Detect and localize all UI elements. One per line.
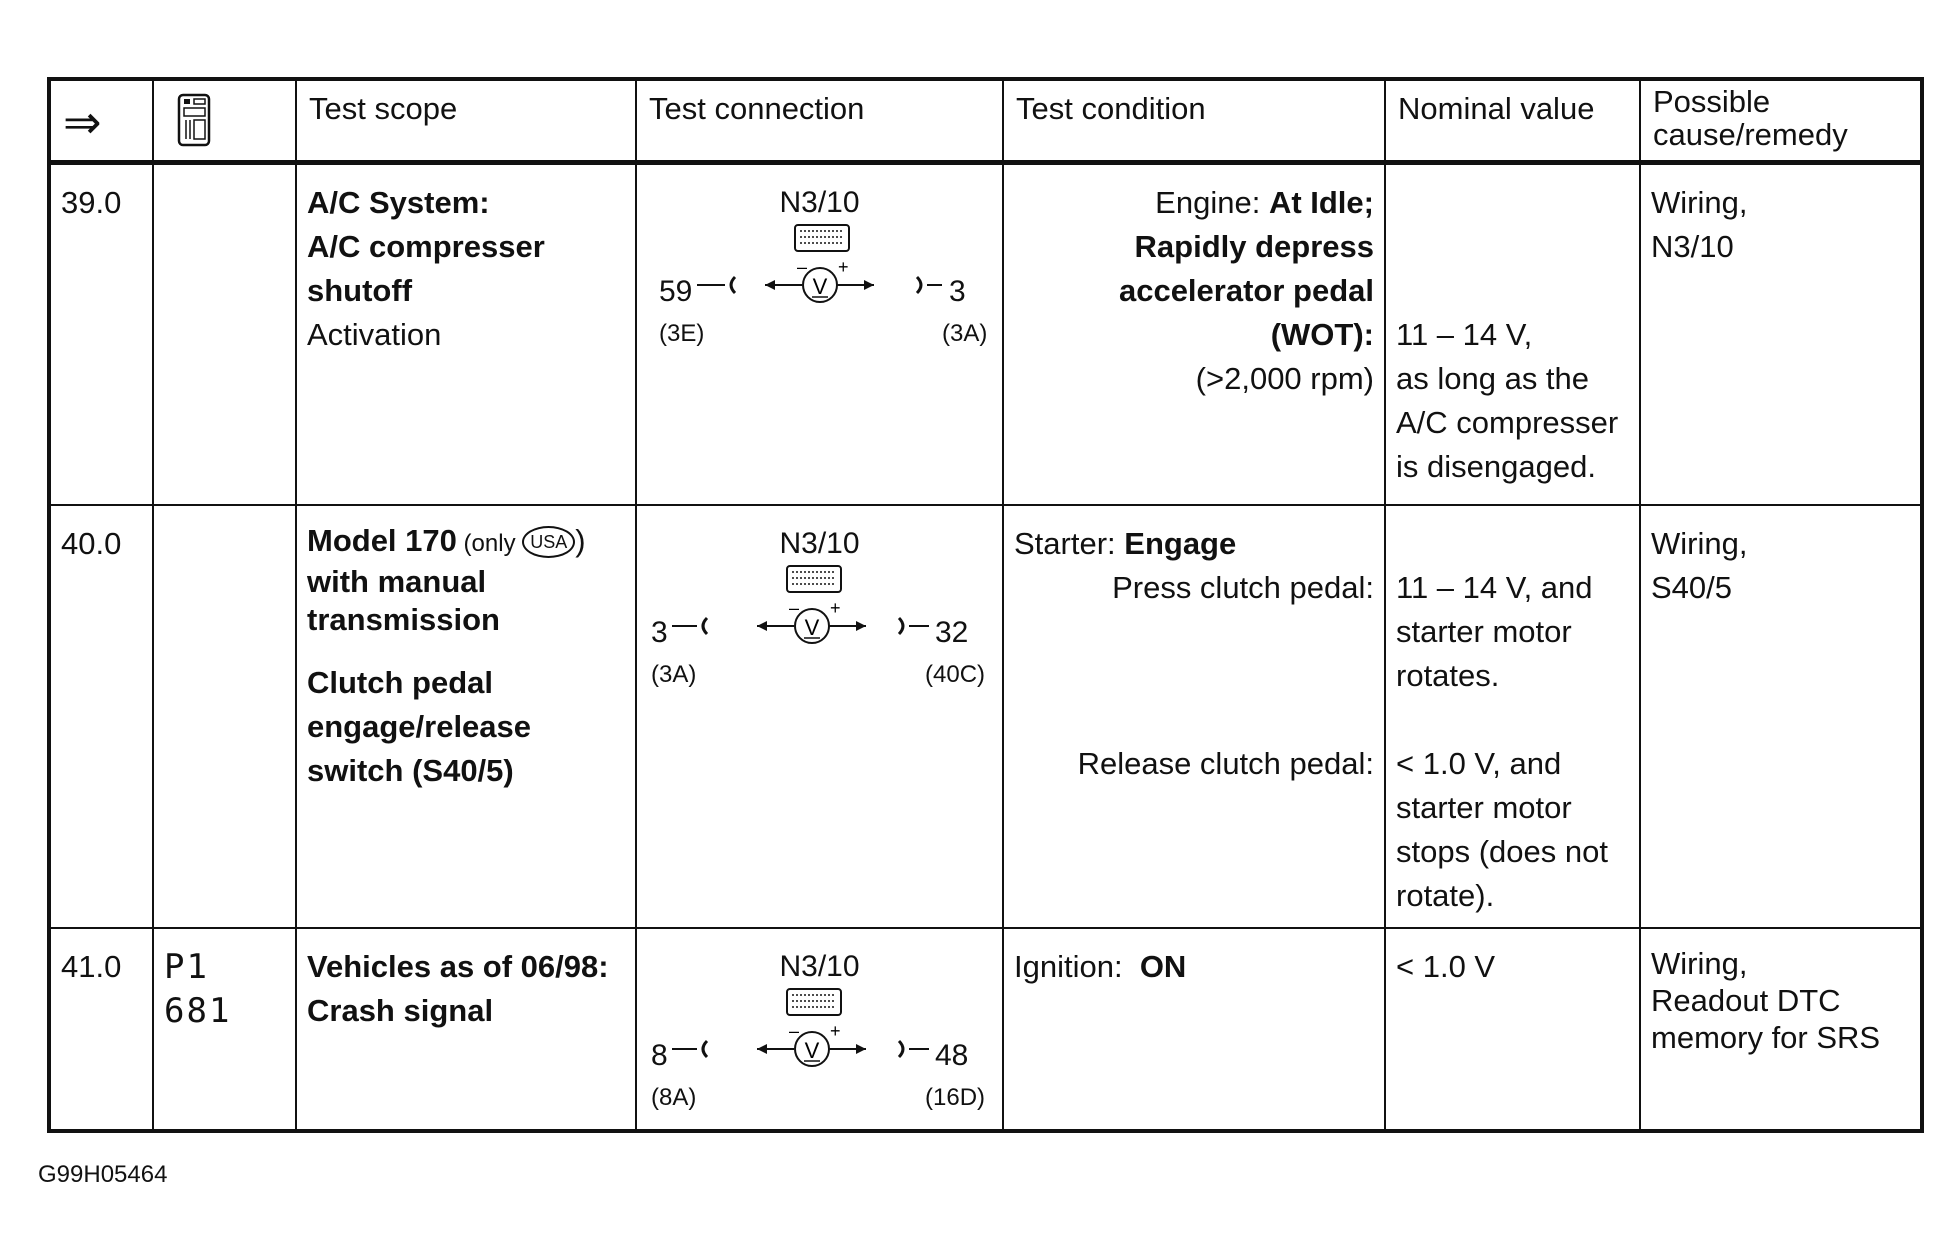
header-test-connection: Test connection [636, 79, 1003, 163]
right-pin-sub: (3A) [942, 320, 988, 347]
svg-text:V: V [804, 1037, 820, 1063]
ecu-connector-icon [787, 566, 841, 592]
table-row [49, 505, 1922, 928]
right-pin-sub: (16D) [925, 1083, 986, 1111]
right-pin: 3 [949, 275, 966, 308]
svg-text:–: – [797, 257, 808, 277]
right-pin: 32 [935, 615, 969, 649]
step-cell: 41.0 [49, 928, 153, 1132]
arrow-icon: ⇒ [63, 96, 102, 148]
svg-text:+: + [830, 1020, 841, 1041]
header-tester [153, 79, 296, 163]
nominal-cell: < 1.0 V [1385, 928, 1640, 1132]
dtc-cell [153, 163, 296, 505]
right-pin: 48 [935, 1038, 969, 1072]
scope-cell: Vehicles as of 06/98: Crash signal [296, 928, 636, 1132]
left-pin: 3 [651, 615, 668, 649]
condition-cell: Starter: Engage Press clutch pedal: Release clutch pedal: [1003, 505, 1385, 928]
header-nominal-value: Nominal value [1385, 79, 1640, 163]
cause-cell: Wiring, Readout DTC memory for SRS [1640, 928, 1922, 1132]
connection-diagram: N3/10 V – + 3 (3A) 32 (40C) [637, 506, 1002, 706]
diagnostic-table [47, 77, 1924, 1133]
step-cell: 40.0 [49, 505, 153, 928]
right-pin-sub: (40C) [925, 660, 986, 688]
dtc-cell [153, 505, 296, 928]
usa-badge: USA [522, 526, 575, 558]
left-pin-sub: (8A) [651, 1083, 697, 1111]
nominal-cell: 11 – 14 V, as long as the A/C compresser is disengaged. [1385, 163, 1640, 505]
connection-cell [636, 163, 1003, 505]
ecu-connector-icon [795, 225, 849, 251]
voltmeter-icon [757, 598, 866, 643]
header-test-condition: Test condition [1003, 79, 1385, 163]
connection-diagram: N3/10 V – + 59 (3E) 3 (3A) [637, 165, 1002, 365]
header-row [49, 79, 1922, 163]
svg-text:+: + [838, 257, 849, 277]
left-pin-sub: (3E) [659, 320, 705, 347]
nominal-cell: 11 – 14 V, and starter motor rotates. < 1.0 V, and starter motor stops (does not rotate). [1385, 505, 1640, 928]
header-test-scope: Test scope [296, 79, 636, 163]
svg-text:–: – [789, 597, 800, 618]
scope-cell: Model 170 (only USA ) with manual transmission Clutch pedal engage/release switch (S40/5) [296, 505, 636, 928]
condition-cell: Engine: At Idle; Rapidly depress accelerator pedal (WOT): (>2,000 rpm) [1003, 163, 1385, 505]
ecu-connector-icon [787, 989, 841, 1015]
connection-diagram: N3/10 V – + 8 (8A) 48 (16D) [637, 929, 1002, 1129]
cause-cell: Wiring, S40/5 [1640, 505, 1922, 928]
table-row [49, 163, 1922, 505]
left-pin-sub: (3A) [651, 660, 697, 688]
figure-id: G99H05464 [38, 1161, 168, 1188]
left-pin: 59 [659, 275, 693, 308]
svg-text:–: – [789, 1020, 800, 1041]
header-step [49, 79, 153, 163]
step-cell: 39.0 [49, 163, 153, 505]
svg-text:V: V [812, 274, 828, 299]
left-pin: 8 [651, 1038, 668, 1072]
cause-cell: Wiring, N3/10 [1640, 163, 1922, 505]
table-row [49, 928, 1922, 1132]
svg-text:V: V [804, 614, 820, 640]
scope-cell: A/C System: A/C compresser shutoff Activation [296, 163, 636, 505]
voltmeter-icon [757, 1021, 866, 1066]
tester-icon [176, 93, 212, 147]
connection-cell [636, 505, 1003, 928]
dtc-cell [153, 928, 296, 1132]
voltmeter-icon [765, 257, 874, 302]
condition-cell: Ignition: ON [1003, 928, 1385, 1132]
svg-text:+: + [830, 597, 841, 618]
connection-cell [636, 928, 1003, 1132]
header-possible-cause: Possible cause/remedy [1640, 79, 1922, 163]
dtc-code: P1 681 [164, 946, 232, 1031]
